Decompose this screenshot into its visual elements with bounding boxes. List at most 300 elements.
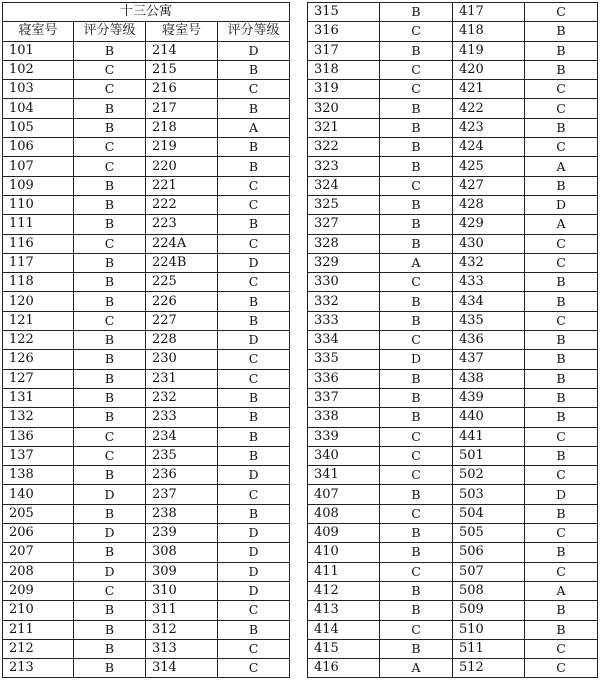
grade-cell: C: [380, 273, 453, 292]
table-row: [3, 388, 290, 407]
room-number-cell: 206: [3, 524, 74, 543]
room-number-cell: 316: [308, 22, 380, 41]
grade-cell: B: [218, 60, 290, 79]
header-row: [3, 22, 290, 41]
grade-cell: B: [218, 311, 290, 330]
room-number-cell: 441: [453, 427, 525, 446]
grade-cell: C: [380, 446, 453, 465]
room-number-cell: 425: [453, 157, 525, 176]
grade-cell: C: [525, 3, 598, 22]
header-room-number: 寝室号: [146, 22, 218, 41]
grade-cell: B: [525, 350, 598, 369]
room-number-cell: 327: [308, 215, 380, 234]
grade-cell: B: [74, 273, 146, 292]
grade-cell: B: [380, 138, 453, 157]
grade-cell: B: [218, 427, 290, 446]
grade-cell: D: [218, 562, 290, 581]
grade-cell: C: [525, 99, 598, 118]
table-row: [3, 639, 290, 658]
room-number-cell: 313: [146, 639, 218, 658]
room-number-cell: 412: [308, 581, 380, 600]
left-grade-table: [2, 2, 290, 678]
room-number-cell: 224A: [146, 234, 218, 253]
room-number-cell: 329: [308, 253, 380, 272]
table-row: [3, 253, 290, 272]
room-number-cell: 212: [3, 639, 74, 658]
room-number-cell: 409: [308, 524, 380, 543]
room-number-cell: 417: [453, 3, 525, 22]
room-number-cell: 433: [453, 273, 525, 292]
grade-cell: D: [525, 195, 598, 214]
table-row: [308, 273, 598, 292]
room-number-cell: 314: [146, 659, 218, 678]
grade-cell: B: [74, 195, 146, 214]
grade-cell: B: [525, 369, 598, 388]
room-number-cell: 218: [146, 118, 218, 137]
room-number-cell: 502: [453, 466, 525, 485]
grade-cell: B: [525, 504, 598, 523]
grade-cell: B: [525, 22, 598, 41]
grade-cell: C: [525, 427, 598, 446]
grade-cell: B: [218, 157, 290, 176]
room-number-cell: 315: [308, 3, 380, 22]
room-number-cell: 317: [308, 41, 380, 60]
room-number-cell: 214: [146, 41, 218, 60]
apartment-title: 十三公寓: [3, 3, 290, 22]
room-number-cell: 237: [146, 485, 218, 504]
grade-cell: D: [218, 543, 290, 562]
room-number-cell: 439: [453, 388, 525, 407]
room-number-cell: 239: [146, 524, 218, 543]
room-number-cell: 432: [453, 253, 525, 272]
room-number-cell: 335: [308, 350, 380, 369]
room-number-cell: 333: [308, 311, 380, 330]
room-number-cell: 235: [146, 446, 218, 465]
grade-cell: D: [218, 466, 290, 485]
grade-cell: C: [74, 80, 146, 99]
table-row: [308, 504, 598, 523]
table-row: [3, 524, 290, 543]
grade-cell: D: [74, 562, 146, 581]
room-number-cell: 110: [3, 195, 74, 214]
grade-cell: B: [525, 446, 598, 465]
room-number-cell: 137: [3, 446, 74, 465]
grade-cell: B: [380, 292, 453, 311]
room-number-cell: 225: [146, 273, 218, 292]
table-row: [308, 466, 598, 485]
room-number-cell: 224B: [146, 253, 218, 272]
table-row: [308, 292, 598, 311]
room-number-cell: 211: [3, 620, 74, 639]
grade-cell: A: [380, 253, 453, 272]
room-number-cell: 323: [308, 157, 380, 176]
grade-cell: B: [74, 41, 146, 60]
grade-cell: B: [525, 331, 598, 350]
room-number-cell: 226: [146, 292, 218, 311]
room-number-cell: 131: [3, 388, 74, 407]
grade-cell: D: [218, 331, 290, 350]
room-number-cell: 118: [3, 273, 74, 292]
table-row: [308, 388, 598, 407]
room-number-cell: 411: [308, 562, 380, 581]
grade-cell: B: [380, 215, 453, 234]
room-number-cell: 109: [3, 176, 74, 195]
room-number-cell: 435: [453, 311, 525, 330]
grade-cell: B: [525, 118, 598, 137]
table-row: [3, 157, 290, 176]
grade-cell: B: [74, 118, 146, 137]
table-row: [308, 176, 598, 195]
room-number-cell: 106: [3, 138, 74, 157]
room-number-cell: 236: [146, 466, 218, 485]
grade-cell: B: [218, 408, 290, 427]
room-number-cell: 338: [308, 408, 380, 427]
grade-cell: C: [74, 446, 146, 465]
grade-cell: B: [380, 157, 453, 176]
room-number-cell: 419: [453, 41, 525, 60]
table-row: [3, 543, 290, 562]
grade-cell: B: [218, 292, 290, 311]
room-number-cell: 509: [453, 601, 525, 620]
room-number-cell: 505: [453, 524, 525, 543]
room-number-cell: 312: [146, 620, 218, 639]
room-number-cell: 503: [453, 485, 525, 504]
room-number-cell: 213: [3, 659, 74, 678]
grade-cell: C: [380, 176, 453, 195]
table-row: [3, 350, 290, 369]
table-row: [308, 118, 598, 137]
grade-cell: C: [380, 504, 453, 523]
room-number-cell: 330: [308, 273, 380, 292]
grade-cell: A: [380, 659, 453, 678]
room-number-cell: 334: [308, 331, 380, 350]
grade-cell: C: [218, 639, 290, 658]
table-row: [3, 273, 290, 292]
table-row: [308, 253, 598, 272]
grade-cell: C: [74, 581, 146, 600]
table-row: [3, 215, 290, 234]
grade-cell: C: [380, 80, 453, 99]
table-row: [308, 331, 598, 350]
room-number-cell: 428: [453, 195, 525, 214]
grade-cell: B: [525, 408, 598, 427]
grade-cell: B: [218, 388, 290, 407]
grade-cell: B: [380, 388, 453, 407]
grade-cell: B: [218, 215, 290, 234]
grade-cell: A: [525, 581, 598, 600]
room-number-cell: 230: [146, 350, 218, 369]
room-number-cell: 233: [146, 408, 218, 427]
grade-cell: B: [74, 601, 146, 620]
room-number-cell: 309: [146, 562, 218, 581]
room-number-cell: 238: [146, 504, 218, 523]
grade-cell: C: [380, 60, 453, 79]
room-number-cell: 136: [3, 427, 74, 446]
grade-cell: B: [380, 311, 453, 330]
grade-cell: B: [74, 408, 146, 427]
room-number-cell: 320: [308, 99, 380, 118]
room-number-cell: 231: [146, 369, 218, 388]
table-row: [308, 3, 598, 22]
table-row: [3, 504, 290, 523]
room-number-cell: 337: [308, 388, 380, 407]
grade-cell: C: [218, 485, 290, 504]
room-number-cell: 429: [453, 215, 525, 234]
grade-cell: C: [380, 22, 453, 41]
grade-cell: C: [74, 60, 146, 79]
grade-cell: B: [380, 524, 453, 543]
grade-cell: C: [525, 234, 598, 253]
grade-cell: D: [74, 524, 146, 543]
room-number-cell: 434: [453, 292, 525, 311]
room-number-cell: 104: [3, 99, 74, 118]
grade-cell: B: [74, 253, 146, 272]
room-number-cell: 504: [453, 504, 525, 523]
table-row: [308, 99, 598, 118]
table-row: [3, 601, 290, 620]
grade-cell: C: [525, 466, 598, 485]
grade-cell: A: [525, 215, 598, 234]
grade-cell: D: [218, 41, 290, 60]
grade-cell: C: [525, 659, 598, 678]
room-number-cell: 424: [453, 138, 525, 157]
table-row: [3, 138, 290, 157]
grade-cell: B: [74, 466, 146, 485]
grade-cell: B: [74, 388, 146, 407]
table-row: [308, 620, 598, 639]
grade-cell: B: [218, 99, 290, 118]
room-number-cell: 437: [453, 350, 525, 369]
table-row: [308, 446, 598, 465]
table-row: [3, 331, 290, 350]
grade-cell: B: [380, 99, 453, 118]
grade-cell: B: [525, 273, 598, 292]
grade-cell: B: [380, 3, 453, 22]
grade-cell: C: [218, 601, 290, 620]
grade-cell: B: [525, 60, 598, 79]
room-number-cell: 205: [3, 504, 74, 523]
room-number-cell: 132: [3, 408, 74, 427]
grade-cell: C: [380, 331, 453, 350]
room-number-cell: 310: [146, 581, 218, 600]
table-row: [3, 562, 290, 581]
grade-cell: B: [74, 331, 146, 350]
room-number-cell: 430: [453, 234, 525, 253]
room-number-cell: 227: [146, 311, 218, 330]
grade-cell: C: [74, 157, 146, 176]
room-number-cell: 217: [146, 99, 218, 118]
table-row: [3, 234, 290, 253]
grade-cell: C: [218, 273, 290, 292]
room-number-cell: 324: [308, 176, 380, 195]
room-number-cell: 421: [453, 80, 525, 99]
room-number-cell: 436: [453, 331, 525, 350]
grade-cell: B: [74, 369, 146, 388]
grade-cell: C: [525, 80, 598, 99]
room-number-cell: 105: [3, 118, 74, 137]
grade-cell: C: [380, 427, 453, 446]
table-row: [308, 659, 598, 678]
table-row: [3, 60, 290, 79]
room-number-cell: 414: [308, 620, 380, 639]
table-row: [308, 639, 598, 658]
room-number-cell: 415: [308, 639, 380, 658]
room-number-cell: 121: [3, 311, 74, 330]
table-row: [3, 581, 290, 600]
room-number-cell: 234: [146, 427, 218, 446]
grade-cell: C: [218, 350, 290, 369]
room-number-cell: 407: [308, 485, 380, 504]
grade-cell: C: [218, 369, 290, 388]
grade-cell: B: [218, 620, 290, 639]
table-row: [3, 485, 290, 504]
grade-cell: D: [218, 253, 290, 272]
grade-cell: C: [218, 176, 290, 195]
room-number-cell: 440: [453, 408, 525, 427]
right-grade-table: [307, 2, 598, 678]
table-row: [308, 138, 598, 157]
grade-cell: C: [525, 639, 598, 658]
room-number-cell: 208: [3, 562, 74, 581]
grade-cell: C: [218, 659, 290, 678]
table-row: [308, 369, 598, 388]
grade-cell: B: [74, 659, 146, 678]
room-number-cell: 215: [146, 60, 218, 79]
grade-cell: B: [74, 504, 146, 523]
room-number-cell: 318: [308, 60, 380, 79]
table-row: [3, 292, 290, 311]
grade-cell: B: [380, 408, 453, 427]
grade-cell: B: [380, 581, 453, 600]
grade-cell: B: [74, 350, 146, 369]
table-row: [308, 234, 598, 253]
room-number-cell: 332: [308, 292, 380, 311]
room-number-cell: 422: [453, 99, 525, 118]
room-number-cell: 111: [3, 215, 74, 234]
table-row: [3, 311, 290, 330]
room-number-cell: 232: [146, 388, 218, 407]
grade-cell: B: [380, 639, 453, 658]
room-number-cell: 423: [453, 118, 525, 137]
grade-cell: B: [74, 620, 146, 639]
header-grade: 评分等级: [74, 22, 146, 41]
grade-cell: C: [525, 562, 598, 581]
table-row: [308, 41, 598, 60]
table-row: [3, 176, 290, 195]
grade-cell: C: [380, 620, 453, 639]
grade-cell: B: [74, 543, 146, 562]
grade-cell: B: [525, 41, 598, 60]
table-row: [3, 466, 290, 485]
room-number-cell: 116: [3, 234, 74, 253]
room-number-cell: 420: [453, 60, 525, 79]
room-number-cell: 322: [308, 138, 380, 157]
table-row: [308, 80, 598, 99]
grade-cell: B: [380, 118, 453, 137]
room-number-cell: 416: [308, 659, 380, 678]
room-number-cell: 321: [308, 118, 380, 137]
grade-cell: B: [218, 504, 290, 523]
room-number-cell: 512: [453, 659, 525, 678]
grade-cell: B: [525, 543, 598, 562]
grade-cell: B: [380, 41, 453, 60]
room-number-cell: 438: [453, 369, 525, 388]
room-number-cell: 140: [3, 485, 74, 504]
grade-cell: B: [74, 99, 146, 118]
table-row: [308, 215, 598, 234]
grade-cell: D: [74, 485, 146, 504]
grade-cell: B: [74, 215, 146, 234]
grade-cell: C: [74, 234, 146, 253]
room-number-cell: 506: [453, 543, 525, 562]
table-row: [3, 427, 290, 446]
room-number-cell: 107: [3, 157, 74, 176]
grade-cell: B: [380, 485, 453, 504]
room-number-cell: 126: [3, 350, 74, 369]
table-row: [308, 350, 598, 369]
grade-cell: B: [380, 369, 453, 388]
grade-cell: D: [218, 581, 290, 600]
room-number-cell: 408: [308, 504, 380, 523]
table-row: [3, 620, 290, 639]
room-number-cell: 328: [308, 234, 380, 253]
grade-cell: D: [525, 485, 598, 504]
grade-cell: D: [380, 350, 453, 369]
table-row: [3, 446, 290, 465]
grade-cell: C: [525, 138, 598, 157]
room-number-cell: 507: [453, 562, 525, 581]
table-row: [3, 118, 290, 137]
grade-cell: B: [525, 601, 598, 620]
room-number-cell: 223: [146, 215, 218, 234]
room-number-cell: 138: [3, 466, 74, 485]
grade-cell: B: [525, 176, 598, 195]
room-number-cell: 210: [3, 601, 74, 620]
room-number-cell: 101: [3, 41, 74, 60]
grade-cell: B: [218, 446, 290, 465]
room-number-cell: 508: [453, 581, 525, 600]
table-row: [3, 41, 290, 60]
grade-cell: A: [525, 157, 598, 176]
grade-cell: B: [74, 639, 146, 658]
room-number-cell: 228: [146, 331, 218, 350]
room-number-cell: 311: [146, 601, 218, 620]
grade-cell: C: [218, 80, 290, 99]
room-number-cell: 340: [308, 446, 380, 465]
grade-cell: B: [380, 195, 453, 214]
grade-cell: C: [218, 195, 290, 214]
table-row: [3, 195, 290, 214]
grade-cell: C: [525, 311, 598, 330]
table-row: [3, 408, 290, 427]
grade-cell: B: [74, 176, 146, 195]
room-number-cell: 410: [308, 543, 380, 562]
room-number-cell: 122: [3, 331, 74, 350]
grade-cell: C: [525, 253, 598, 272]
table-row: [308, 581, 598, 600]
table-row: [308, 524, 598, 543]
grade-cell: B: [380, 543, 453, 562]
room-number-cell: 127: [3, 369, 74, 388]
room-number-cell: 216: [146, 80, 218, 99]
room-number-cell: 511: [453, 639, 525, 658]
room-number-cell: 336: [308, 369, 380, 388]
grade-cell: B: [380, 234, 453, 253]
table-row: [308, 562, 598, 581]
grade-cell: B: [525, 620, 598, 639]
grade-cell: C: [74, 138, 146, 157]
table-row: [308, 60, 598, 79]
